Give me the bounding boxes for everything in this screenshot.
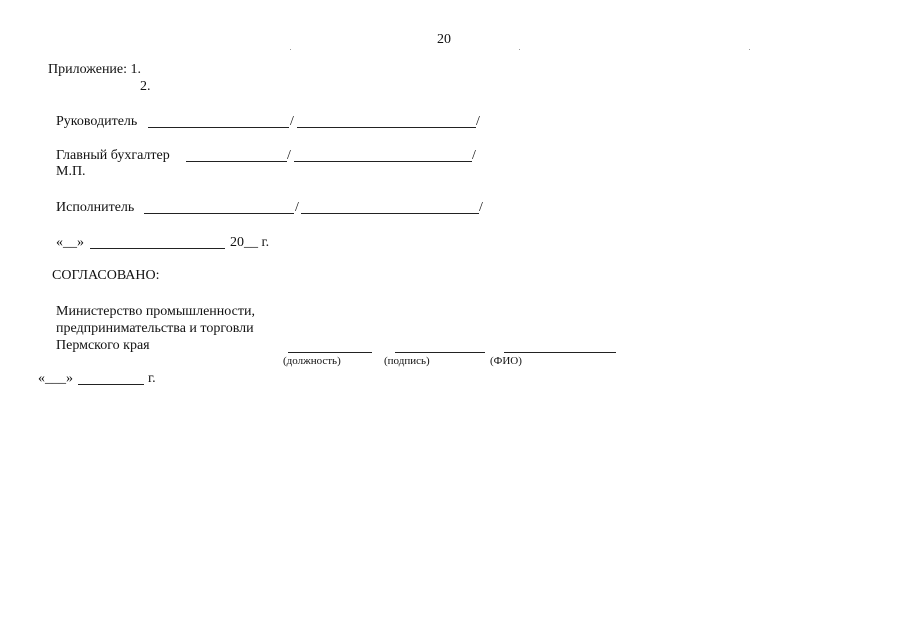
date-day: «__» — [56, 235, 84, 250]
attachments-label: Приложение: 1. — [48, 62, 142, 77]
agreed-org-line-3: Пермского края — [56, 338, 150, 353]
scan-dot — [519, 49, 520, 50]
chief-accountant-signature-line[interactable] — [186, 161, 287, 162]
agreed-date-month-line[interactable] — [78, 384, 144, 385]
head-name-line[interactable] — [297, 127, 476, 128]
agreed-name-line[interactable] — [504, 352, 616, 353]
caption-position: (должность) — [283, 355, 341, 367]
executor-label: Исполнитель — [56, 200, 135, 215]
scan-dot — [290, 49, 291, 50]
slash: / — [472, 148, 476, 163]
slash: / — [476, 114, 480, 129]
date-month-line[interactable] — [90, 248, 225, 249]
page-number: 20 — [437, 32, 451, 47]
agreed-date-day: «___» — [38, 371, 73, 386]
slash: / — [287, 148, 291, 163]
date-year: 20__ г. — [230, 235, 270, 250]
slash: / — [290, 114, 294, 129]
scan-dot — [749, 49, 750, 50]
attachments-item-2: 2. — [140, 79, 151, 94]
executor-name-line[interactable] — [301, 213, 479, 214]
executor-signature-line[interactable] — [144, 213, 294, 214]
agreed-org-line-1: Министерство промышленности, — [56, 304, 255, 319]
agreed-title: СОГЛАСОВАНО: — [52, 268, 160, 283]
caption-name: (ФИО) — [490, 355, 522, 367]
agreed-org-line-2: предпринимательства и торговли — [56, 321, 254, 336]
slash: / — [479, 200, 483, 215]
chief-accountant-label: Главный бухгалтер — [56, 148, 170, 163]
caption-signature: (подпись) — [384, 355, 430, 367]
slash: / — [295, 200, 299, 215]
head-label: Руководитель — [56, 114, 138, 129]
chief-accountant-name-line[interactable] — [294, 161, 472, 162]
agreed-position-line[interactable] — [288, 352, 372, 353]
agreed-date-suffix: г. — [148, 371, 156, 386]
agreed-signature-line[interactable] — [395, 352, 485, 353]
stamp-label: М.П. — [56, 164, 86, 179]
head-signature-line[interactable] — [148, 127, 289, 128]
